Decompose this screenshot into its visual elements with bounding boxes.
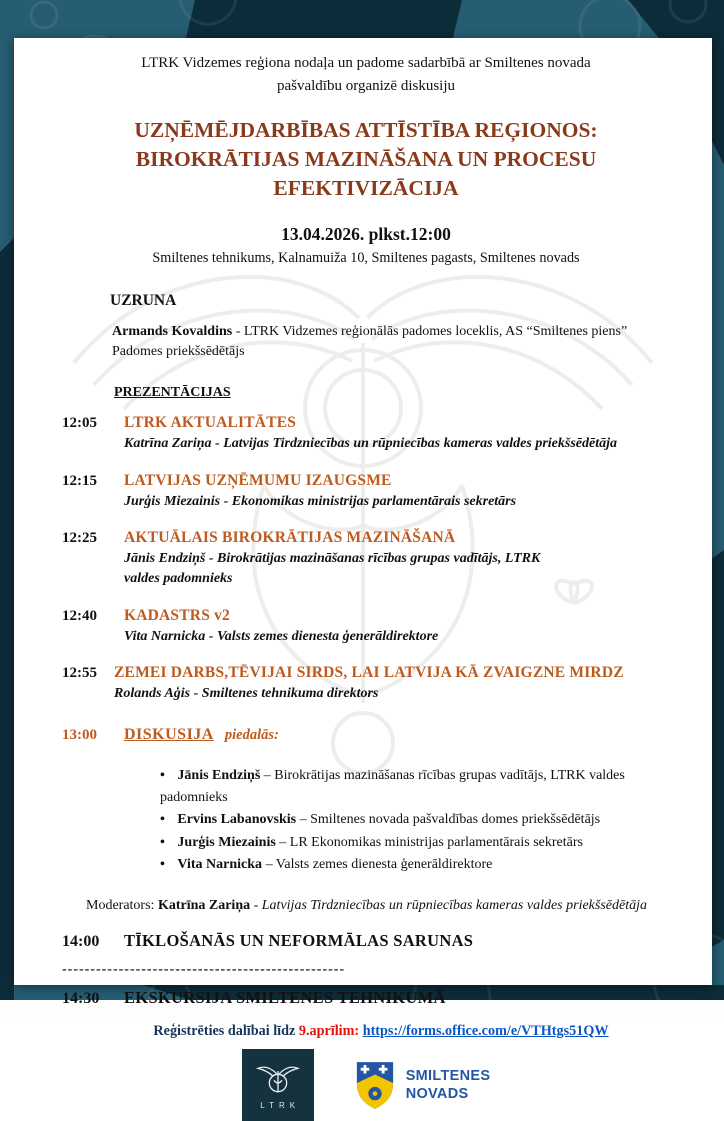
agenda-speaker: Rolands Aģis - Smiltenes tehnikuma direktors (114, 686, 379, 702)
agenda-item-1255 (48, 664, 684, 704)
moderator-label: Moderators: (86, 897, 155, 913)
participant-name: Vita Narnicka (177, 857, 263, 873)
agenda-time: 14:30 (62, 989, 100, 1007)
agenda-time: 12:40 (62, 607, 97, 624)
discussion-subtitle: piedalās: (224, 726, 279, 743)
participant-role: – Smiltenes novada pašvaldības domes priekšsēdētājs (299, 812, 601, 828)
participant-item (160, 809, 684, 831)
participant-item (160, 765, 684, 810)
registration-link[interactable]: https://forms.office.com/e/VTHtgs51QW (362, 1022, 609, 1039)
participant-name: Ervins Labanovskis (177, 812, 297, 828)
participant-name: Jānis Endziņš (177, 767, 261, 783)
event-title-line-3: EFEKTIVIZĀCIJA (273, 175, 459, 200)
intro-line-1: LTRK Vidzemes reģiona nodaļa un padome sadarbībā ar Smiltenes novada (141, 55, 591, 71)
uzruna-speaker-role: - LTRK Vidzemes reģionālās padomes loceklis, AS “Smiltenes piens” Padomes priekšsēdētājs (112, 323, 628, 359)
agenda-title: ZEMEI DARBS,TĒVIJAI SIRDS, LAI LATVIJA KĀ ZVAIGZNE MIRDZ (114, 664, 624, 682)
moderator-name: Katrīna Zariņa (157, 897, 251, 913)
agenda-speaker: Jānis Endziņš - Birokrātijas mazināšanas rīcības grupas vadītājs, LTRK valdes padomnieks (124, 551, 541, 586)
registration-deadline: 9.aprīlim: (298, 1022, 360, 1039)
agenda-title: TĪKLOŠANĀS UN NEFORMĀLAS SARUNAS (124, 930, 474, 950)
participant-role: – Valsts zemes dienesta ģenerāldirektore (265, 857, 493, 873)
flyer-page (14, 38, 712, 1110)
smiltenes-novads-logo (354, 1059, 491, 1111)
ltrk-logo-text: LTRK (260, 1100, 301, 1110)
ltrk-logo (242, 1049, 314, 1121)
flyer-content (14, 38, 712, 1121)
agenda-item-1225 (48, 529, 684, 588)
agenda-title: EKSKURSIJA SMILTENES TEHNIKUMĀ (124, 987, 446, 1007)
event-datetime: 13.04.2026. plkst.12:00 (281, 223, 451, 244)
agenda-speaker: Vita Narnicka - Valsts zemes dienesta ģenerāldirektore (124, 628, 439, 644)
agenda-speaker: Katrīna Zariņa - Latvijas Tirdzniecības un rūpniecības kameras valdes priekšsēdētāja (124, 436, 618, 452)
agenda-item-1240 (48, 607, 684, 647)
agenda-time: 12:55 (62, 665, 97, 682)
participant-item (160, 832, 684, 854)
smiltenes-text-line-1: SMILTENES (405, 1067, 491, 1084)
moderator-role: - Latvijas Tirdzniecības un rūpniecības kameras valdes priekšsēdētāja (253, 897, 647, 913)
agenda-time: 14:00 (62, 932, 100, 950)
event-title-line-2: BIROKRĀTIJAS MAZINĀŠANA UN PROCESU (135, 146, 597, 171)
smiltenes-logo-text (406, 1067, 491, 1103)
agenda-item-discussion (48, 726, 684, 744)
agenda-item-networking (48, 931, 684, 951)
agenda-title: LTRK AKTUALITĀTES (124, 414, 297, 432)
agenda-item-1215 (48, 472, 684, 512)
ltrk-emblem-icon (254, 1060, 302, 1098)
participant-role: – LR Ekonomikas ministrijas parlamentārais sekretārs (279, 834, 583, 850)
agenda-title: LATVIJAS UZŅĒMUMU IZAUGSME (124, 471, 392, 489)
registration-prefix: Reģistrēties dalībai līdz (153, 1022, 299, 1039)
event-title (58, 116, 674, 203)
logos-row (48, 1049, 684, 1121)
event-venue: Smiltenes tehnikums, Kalnamuiža 10, Smiltenes pagasts, Smiltenes novads (152, 249, 580, 266)
dashed-divider: -------------------------------------------------- (62, 961, 346, 977)
discussion-participants (160, 765, 684, 877)
participant-role: – Birokrātijas mazināšanas rīcības grupas vadītājs, LTRK valdes padomnieks (160, 767, 625, 806)
smiltenes-text-line-2: NOVADS (405, 1085, 469, 1102)
agenda-time: 12:25 (62, 530, 97, 547)
agenda-time: 12:15 (62, 472, 97, 489)
agenda-speaker: Jurģis Miezainis - Ekonomikas ministrijas parlamentārais sekretārs (124, 493, 517, 509)
agenda-title: AKTUĀLAIS BIROKRĀTIJAS MAZINĀŠANĀ (124, 529, 456, 547)
agenda-item-excursion (48, 988, 684, 1008)
discussion-title: DISKUSIJA (124, 725, 214, 743)
uzruna-speaker-name: Armands Kovaldins (112, 323, 233, 339)
agenda-time: 13:00 (62, 726, 97, 743)
event-title-line-1: UZŅĒMĒJDARBĪBAS ATTĪSTĪBA REĢIONOS: (134, 117, 598, 142)
agenda-item-1205 (48, 414, 684, 454)
agenda-time: 12:05 (62, 415, 97, 432)
uzruna-heading: UZRUNA (110, 291, 177, 309)
agenda-title: KADASTRS v2 (124, 606, 230, 624)
participant-item (160, 854, 684, 876)
intro-text (48, 52, 684, 99)
presentations-heading: PREZENTĀCIJAS (114, 385, 231, 401)
intro-line-2: pašvaldību organizē diskusiju (276, 78, 456, 95)
moderator-line (86, 898, 684, 914)
uzruna-speaker (112, 322, 654, 363)
registration-line (78, 1023, 684, 1040)
participant-name: Jurģis Miezainis (177, 834, 276, 850)
smiltenes-coat-of-arms-icon (354, 1059, 396, 1111)
